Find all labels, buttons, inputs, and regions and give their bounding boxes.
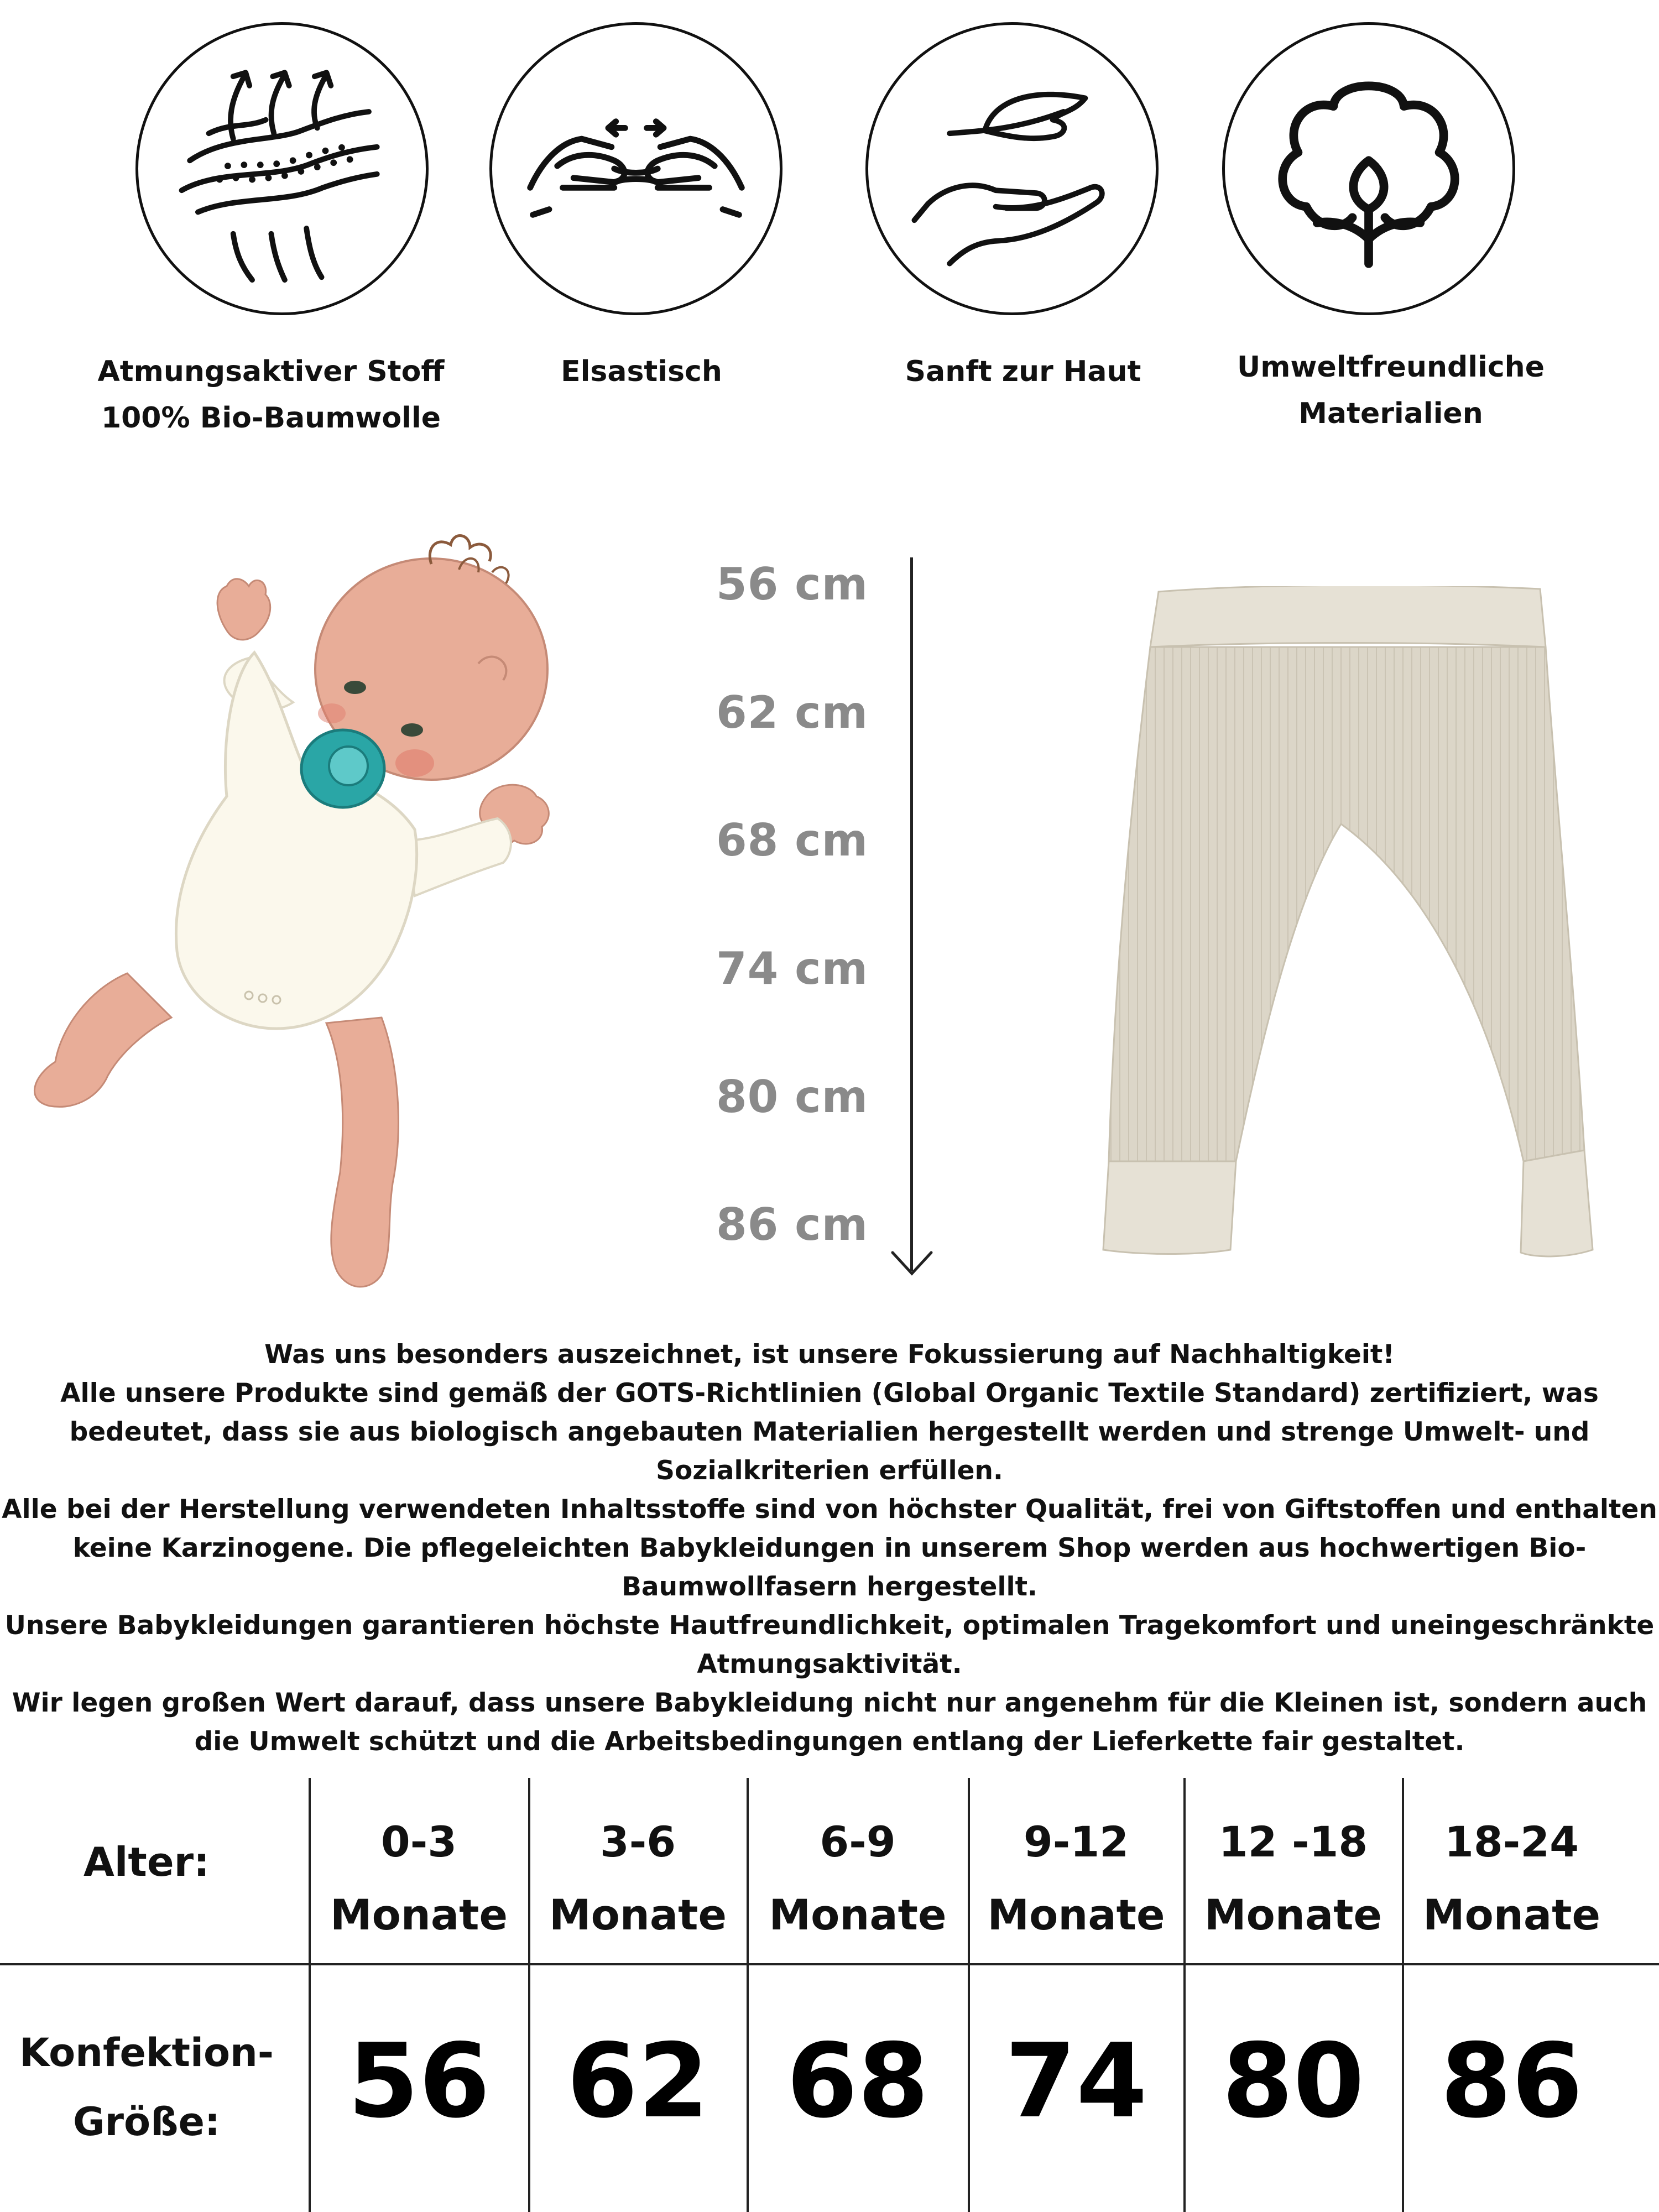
size-table	[0, 1778, 1659, 2212]
feature-label-eco: Umweltfreundliche Materialien	[1237, 351, 1545, 430]
age-column-header: 18-24 Monate	[1422, 1817, 1601, 1939]
description-paragraph: Alle bei der Herstellung verwendeten Inhaltsstoffe sind von höchster Qualität, frei von Giftstoffen und enthalten keine Karzinogene. Die pflegeleichten Babykleidungen in unserem Shop werden aus hochwertigen Bio-Baumwollfasern hergestellt.	[2, 1494, 1657, 1602]
description-paragraph: Unsere Babykleidungen garantieren höchste Hautfreundlichkeit, optimalen Tragekomfort und uneingeschränkte Atmungsaktivität.	[4, 1610, 1655, 1679]
table-divider	[0, 1963, 1659, 1965]
description-paragraph: Was uns besonders auszeichnet, ist unsere Fokussierung auf Nachhaltigkeit!	[264, 1339, 1395, 1370]
pants-image	[1098, 586, 1595, 1261]
description-paragraph: Alle unsere Produkte sind gemäß der GOTS-Richtlinien (Global Organic Textile Standard) zertifiziert, was bedeutet, dass sie aus biologisch angebauten Materialien hergestellt werden und strenge Umwelt- und Sozialkriterien erfüllen.	[60, 1378, 1599, 1486]
scale-label: 74 cm	[716, 943, 868, 994]
size-value: 80	[1222, 2021, 1365, 2141]
description	[0, 1335, 1659, 1761]
scale-label: 62 cm	[716, 687, 868, 738]
baby-illustration	[17, 531, 669, 1305]
breathable-fabric-icon	[135, 22, 429, 315]
size-value: 56	[347, 2021, 491, 2141]
size-value: 86	[1440, 2021, 1583, 2141]
scale-label: 80 cm	[716, 1071, 868, 1123]
feature-label-breathable: Atmungsaktiver Stoff 100% Bio-Baumwolle	[97, 355, 445, 435]
size-value: 68	[786, 2021, 929, 2141]
age-label: Alter:	[84, 1839, 210, 1885]
size-value: 74	[1005, 2021, 1147, 2141]
age-column-header: 12 -18 Monate	[1204, 1817, 1383, 1939]
scale-label: 56 cm	[716, 559, 868, 610]
scale-label: 68 cm	[716, 815, 868, 866]
size-value: 62	[566, 2021, 709, 2141]
size-label: Konfektion- Größe:	[19, 2030, 274, 2145]
arrow-down-icon	[889, 1247, 935, 1280]
feature-label-gentle: Sanft zur Haut	[905, 355, 1141, 388]
elastic-stretch-icon	[489, 22, 782, 315]
description-paragraph: Wir legen großen Wert darauf, dass unsere Babykleidung nicht nur angenehm für die Kleinen ist, sondern auch die Umwelt schützt und die Arbeitsbedingungen entlang der Lieferkette fair gestaltet.	[12, 1688, 1647, 1757]
age-column-header: 9-12 Monate	[987, 1817, 1165, 1939]
cotton-flower-icon	[1222, 22, 1515, 315]
age-column-header: 3-6 Monate	[549, 1817, 727, 1939]
scale-line	[910, 557, 913, 1271]
age-column-header: 0-3 Monate	[330, 1817, 508, 1939]
feather-hand-icon	[865, 22, 1159, 315]
age-column-header: 6-9 Monate	[769, 1817, 947, 1939]
feature-label-elastic: Elsastisch	[561, 355, 722, 388]
scale-label: 86 cm	[716, 1199, 868, 1250]
